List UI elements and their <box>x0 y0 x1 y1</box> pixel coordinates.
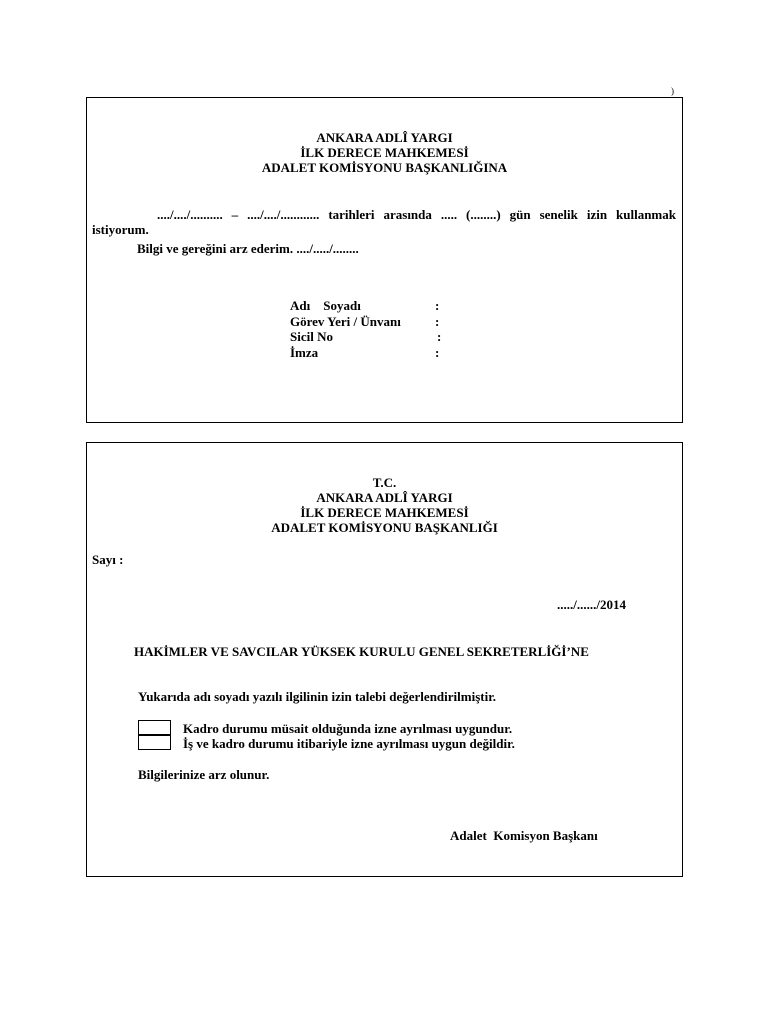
request-paragraph <box>92 207 676 237</box>
leave-request-form <box>86 97 683 423</box>
reply-header-line-4: ADALET KOMİSYONU BAŞKANLIĞI <box>271 520 498 535</box>
reply-header-line-3: İLK DERECE MAHKEMESİ <box>300 505 469 520</box>
field-name-label: Adı Soyadı <box>290 298 361 313</box>
sayi-label: Sayı : <box>92 552 124 567</box>
option-suitable-label: Kadro durumu müsait olduğunda izne ayrılması uygundur. <box>183 721 513 736</box>
reply-intro: Yukarıda adı soyadı yazılı ilgilinin izin talebi değerlendirilmiştir. <box>138 689 497 704</box>
option-not-suitable-label: İş ve kadro durumu itibariyle izne ayrılması uygun değildir. <box>183 736 515 751</box>
petition-header-line-3: ADALET KOMİSYONU BAŞKANLIĞINA <box>261 160 508 175</box>
field-name <box>290 298 440 314</box>
field-position <box>290 313 440 330</box>
commission-reply-form <box>86 442 683 877</box>
petition-header <box>87 130 682 175</box>
field-name-colon: : <box>435 298 440 313</box>
addressee: HAKİMLER VE SAVCILAR YÜKSEK KURULU GENEL SEKRETERLİĞİ’NE <box>134 644 589 659</box>
field-position-label: Görev Yeri / Ünvanı <box>290 313 401 329</box>
field-registry <box>290 329 442 345</box>
field-registry-colon: : <box>437 329 442 344</box>
request-paragraph-line-1: ..../..../.......... – ..../..../............ tarihleri arasında ..... (........) gün senelik izin kullanmak <box>157 207 676 222</box>
request-paragraph-line-2: istiyorum. <box>92 222 149 237</box>
reply-date: ...../....../2014 <box>557 597 626 612</box>
field-signature-colon: : <box>435 344 440 360</box>
reply-header <box>87 475 682 535</box>
petition-header-line-2: İLK DERECE MAHKEMESİ <box>300 145 469 160</box>
reply-closing: Bilgilerinize arz olunur. <box>138 767 270 782</box>
field-position-colon: : <box>435 313 440 329</box>
option-suitable-checkbox[interactable] <box>138 720 171 735</box>
corner-mark: ) <box>671 86 674 96</box>
field-signature-label: İmza <box>290 344 319 360</box>
option-not-suitable-checkbox[interactable] <box>138 735 171 750</box>
field-registry-label: Sicil No <box>290 329 333 344</box>
applicant-fields <box>290 298 442 360</box>
petition-header-line-1: ANKARA ADLÎ YARGI <box>316 130 453 145</box>
reply-header-line-1: T.C. <box>372 475 397 490</box>
signature-title: Adalet Komisyon Başkanı <box>450 828 598 843</box>
petition-closing: Bilgi ve gereğini arz ederim. ..../...../........ <box>137 241 359 256</box>
field-signature <box>290 344 440 361</box>
reply-header-line-2: ANKARA ADLÎ YARGI <box>316 490 453 505</box>
